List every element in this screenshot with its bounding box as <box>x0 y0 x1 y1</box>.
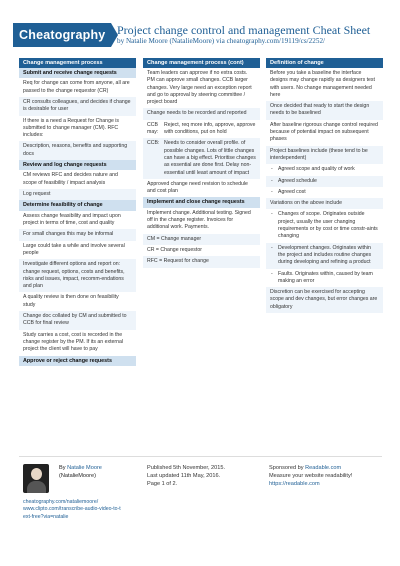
sub-header: Review and log change requests <box>19 160 136 170</box>
avatar <box>23 464 49 493</box>
definition-row <box>143 138 260 178</box>
paragraph: Log request <box>19 189 136 200</box>
page-title: Project change control and management Cheat Sheet <box>117 23 371 37</box>
paragraph: Implement change. Additional testing. Signed off in the change register. Invoices for additional work. Payments. <box>147 209 251 231</box>
author-by: By <box>59 465 66 471</box>
avatar-head <box>31 468 42 480</box>
published-date: Published 5th November, 2015. <box>147 465 226 471</box>
logo-text: Cheatography <box>19 28 106 42</box>
definition-value: Needs to consider overall profile. of possible changes. Lots of little changes can have a big effect. Prioritise changes as essential are done first. Delay non-essential until least amount of impact <box>164 140 256 176</box>
list-item: - Development changes. Originates within the project and includes routine changes during developing and refining a product <box>266 243 383 269</box>
list-item: - Changes of scope. Originates outside project, usually the user changing requirements or by cost or time constr-aints changing <box>266 209 383 242</box>
paragraph: CR = Change requestor <box>147 247 202 254</box>
column-2 <box>143 58 260 268</box>
author-line <box>59 464 102 472</box>
footer <box>0 456 400 566</box>
author-name[interactable]: Natalie Moore <box>67 465 102 471</box>
paragraph: Change needs to be recorded and reported <box>143 108 260 119</box>
paragraph: CM reviews RFC and decides nature and scope of feasibility / impact analysis <box>23 172 118 186</box>
sponsor-text: Measure your website readability! <box>269 473 353 479</box>
column-3 <box>266 58 383 313</box>
paragraph: Assess change feasibility and impact upon project in terms of time, cost and quality <box>23 212 121 227</box>
paragraph: If there is a need a Request for Change is submitted to change manager (CM). RFC includes: <box>23 117 120 139</box>
sponsored-by: Sponsored by <box>269 465 304 471</box>
column-1 <box>19 58 136 366</box>
author-links <box>23 499 123 521</box>
list-item: - Agreed cost <box>266 187 383 198</box>
paragraph: Before you take a baseline the interface designs may change rapidly as designers test with users. No change management needed here <box>270 70 375 98</box>
list-item: - Faults. Originates within, caused by team making an error <box>266 269 383 288</box>
sponsor-name[interactable]: Readable.com <box>305 465 342 471</box>
paragraph: Investigate different options and report on: change request, options, costs and benefits, risks and issues, impact, recomm-endations and plan <box>19 259 136 292</box>
paragraph: Change doc collated by CM and submitted to CCB for final review <box>19 311 136 330</box>
paragraph: Approved change need revision to schedule and cost plan <box>147 180 248 195</box>
author-block <box>59 464 102 480</box>
sub-header: Determine feasibility of change <box>19 200 136 210</box>
sub-header: Approve or reject change requests <box>19 356 136 366</box>
publish-info <box>147 464 225 488</box>
cheatography-logo[interactable] <box>13 23 111 47</box>
paragraph: After baseline rigorous change control required because of potential impact on subsequent phases <box>270 121 378 143</box>
section-header: Change management process (cont) <box>143 58 260 68</box>
paragraph: Project baselines include (these tend to be interdependent) <box>266 146 383 165</box>
profile-link[interactable]: cheatography.com/nataliemoore/ <box>23 499 99 505</box>
paragraph: Variations on the above include <box>266 198 383 209</box>
author-handle: (NatalieMoore) <box>59 473 96 479</box>
paragraph: CR consults colleagues, and decides if change is desirable for user <box>19 97 136 116</box>
section-header: Change management process <box>19 58 136 68</box>
paragraph: Team leaders can approve if no extra costs. PM can approve small changes. CCB larger changes. Very large need an exception report and go to approval by steering committee / project board <box>147 70 252 106</box>
sub-header: Implement and close change requests <box>143 197 260 207</box>
paragraph: Large could take a while and involve several people <box>23 242 125 256</box>
updated-date: Last updated 11th May, 2016. <box>147 473 221 479</box>
definition-value: Reject, req more info, approve, approve with conditions, put on hold <box>164 121 256 136</box>
paragraph: CM = Change manager <box>143 234 260 245</box>
paragraph: Study carries a cost, cost is recorded in the change register by the PM. If its an external project the client will have to pay <box>23 331 124 353</box>
avatar-body <box>27 481 46 493</box>
sponsor-block <box>269 464 352 488</box>
paragraph: A quality review is then done on feasibility study <box>23 294 119 308</box>
section-header: Definition of change <box>266 58 383 68</box>
paragraph: Once decided that ready to start the design needs to be baselined <box>266 101 383 120</box>
page-subtitle[interactable]: by Natalie Moore (NatalieMoore) via cheatography.com/19119/cs/2252/ <box>117 37 326 45</box>
list-item: - Agreed schedule <box>266 176 383 187</box>
list-item: - Agreed scope and quality of work <box>266 164 383 175</box>
paragraph: Req for change can come from anyone, all are passed to the change requestor (CR) <box>23 80 130 94</box>
paragraph: For small changes this may be informal <box>19 229 136 240</box>
paragraph: Description, reasons, benefits and supporting docs <box>19 141 136 160</box>
definition-key: CCB: <box>147 140 160 147</box>
header <box>0 0 400 58</box>
definition-row <box>143 120 260 139</box>
paragraph: Discretion can be exercised for accepting scope and dev changes, but error changes are obligatory <box>266 287 383 313</box>
sponsor-link[interactable]: https://readable.com <box>269 481 320 487</box>
footer-divider <box>19 456 382 457</box>
external-link[interactable]: www.clipto.com/transcribe-audio-video-to-text-free?via=natalie <box>23 506 121 520</box>
page-number: Page 1 of 2. <box>147 481 178 487</box>
sub-header: Submit and receive change requests <box>19 68 136 78</box>
definition-key: CCB may: <box>147 121 159 136</box>
sponsor-line <box>269 464 352 472</box>
paragraph: RFC = Request for change <box>143 256 260 267</box>
